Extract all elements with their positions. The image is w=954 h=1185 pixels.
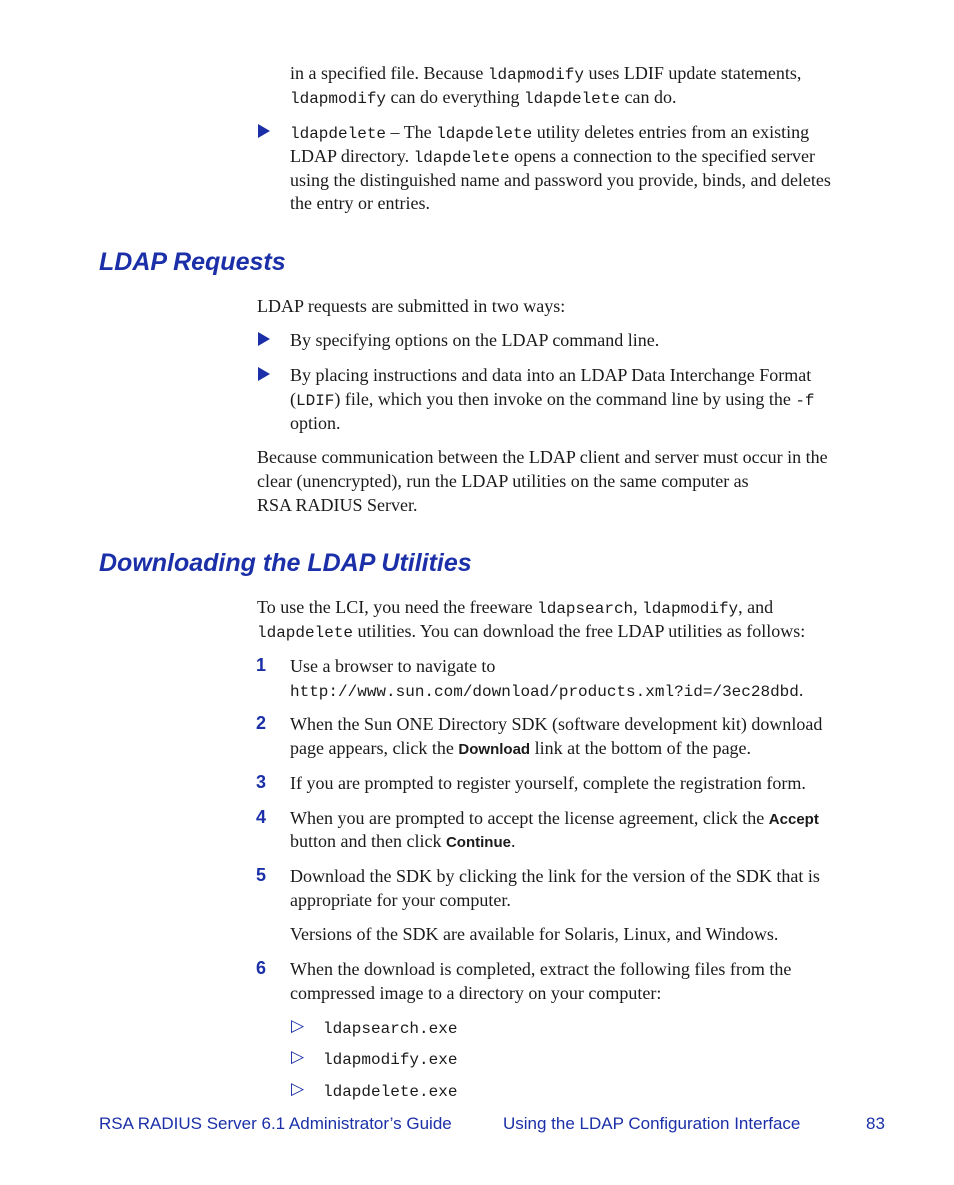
section-heading-ldap-requests: LDAP Requests [99, 248, 286, 276]
intro-line-2: ldapmodify can do everything ldapdelete can do. [290, 87, 677, 108]
section1-lead: LDAP requests are submitted in two ways: [257, 296, 566, 316]
step-4-line-1: When you are prompted to accept the license agreement, click the Accept [290, 808, 819, 828]
step-number: 5 [256, 865, 267, 885]
bullet-triangle-icon [258, 124, 270, 138]
ldapdelete-bullet-line-3: using the distinguished name and password you provide, binds, and deletes [290, 170, 831, 190]
step-3-line-1: If you are prompted to register yourself, complete the registration form. [290, 773, 806, 793]
step-4-line-2: button and then click Continue. [290, 831, 516, 851]
bullet-triangle-icon [258, 332, 270, 346]
file-item: ldapsearch.exe [323, 1020, 458, 1038]
ldapdelete-bullet-line-1: ldapdelete – The ldapdelete utility deletes entries from an existing [290, 122, 810, 143]
section1-para-line-2: clear (unencrypted), run the LDAP utilities on the same computer as [257, 471, 749, 491]
step-5-line-1: Download the SDK by clicking the link for the version of the SDK that is [290, 866, 820, 886]
sub-bullet-triangle-icon: ▷ [291, 1047, 305, 1067]
section1-bullet-2-line-1: By placing instructions and data into an LDAP Data Interchange Format [290, 365, 812, 385]
step-2-line-1: When the Sun ONE Directory SDK (software development kit) download [290, 714, 823, 734]
section1-bullet-2-line-3: option. [290, 413, 341, 433]
file-item: ldapmodify.exe [323, 1051, 458, 1069]
section1-bullet-2-line-2: (LDIF) file, which you then invoke on the command line by using the -f [290, 389, 815, 410]
section2-lead-line-1: To use the LCI, you need the freeware ldapsearch, ldapmodify, and [257, 597, 774, 618]
sub-bullet-triangle-icon: ▷ [291, 1016, 305, 1036]
intro-line-1: in a specified file. Because ldapmodify uses LDIF update statements, [290, 63, 802, 84]
step-number: 2 [256, 713, 267, 733]
footer-chapter-title: Using the LDAP Configuration Interface [503, 1114, 801, 1133]
step-number: 6 [256, 958, 267, 978]
step-number: 1 [256, 655, 267, 675]
step-2-line-2: page appears, click the Download link at the bottom of the page. [290, 738, 752, 758]
step-1-line-1: Use a browser to navigate to [290, 656, 496, 676]
section-heading-downloading: Downloading the LDAP Utilities [99, 549, 472, 577]
step-number: 4 [256, 807, 267, 827]
section1-para-line-1: Because communication between the LDAP client and server must occur in the [257, 447, 828, 467]
step-6-line-2: compressed image to a directory on your computer: [290, 983, 662, 1003]
step-5-note: Versions of the SDK are available for Solaris, Linux, and Windows. [290, 924, 779, 944]
step-6-line-1: When the download is completed, extract the following files from the [290, 959, 792, 979]
sub-bullet-triangle-icon: ▷ [291, 1079, 305, 1099]
ldapdelete-bullet-line-2: LDAP directory. ldapdelete opens a connection to the specified server [290, 146, 816, 167]
file-item: ldapdelete.exe [323, 1083, 458, 1101]
section1-bullet-1: By specifying options on the LDAP command line. [290, 330, 660, 350]
footer-guide-title: RSA RADIUS Server 6.1 Administrator’s Guide [99, 1114, 452, 1133]
download-url-link[interactable]: http://www.sun.com/download/products.xml?id=/3ec28dbd [290, 683, 799, 701]
section1-para-line-3: RSA RADIUS Server. [257, 495, 418, 515]
footer-page-number: 83 [866, 1114, 885, 1133]
ldapdelete-bullet-line-4: the entry or entries. [290, 193, 430, 213]
step-number: 3 [256, 772, 267, 792]
bullet-triangle-icon [258, 367, 270, 381]
step-5-line-2: appropriate for your computer. [290, 890, 511, 910]
step-1-line-2: http://www.sun.com/download/products.xml?id=/3ec28dbd. [290, 680, 804, 701]
section2-lead-line-2: ldapdelete utilities. You can download the free LDAP utilities as follows: [257, 621, 806, 642]
